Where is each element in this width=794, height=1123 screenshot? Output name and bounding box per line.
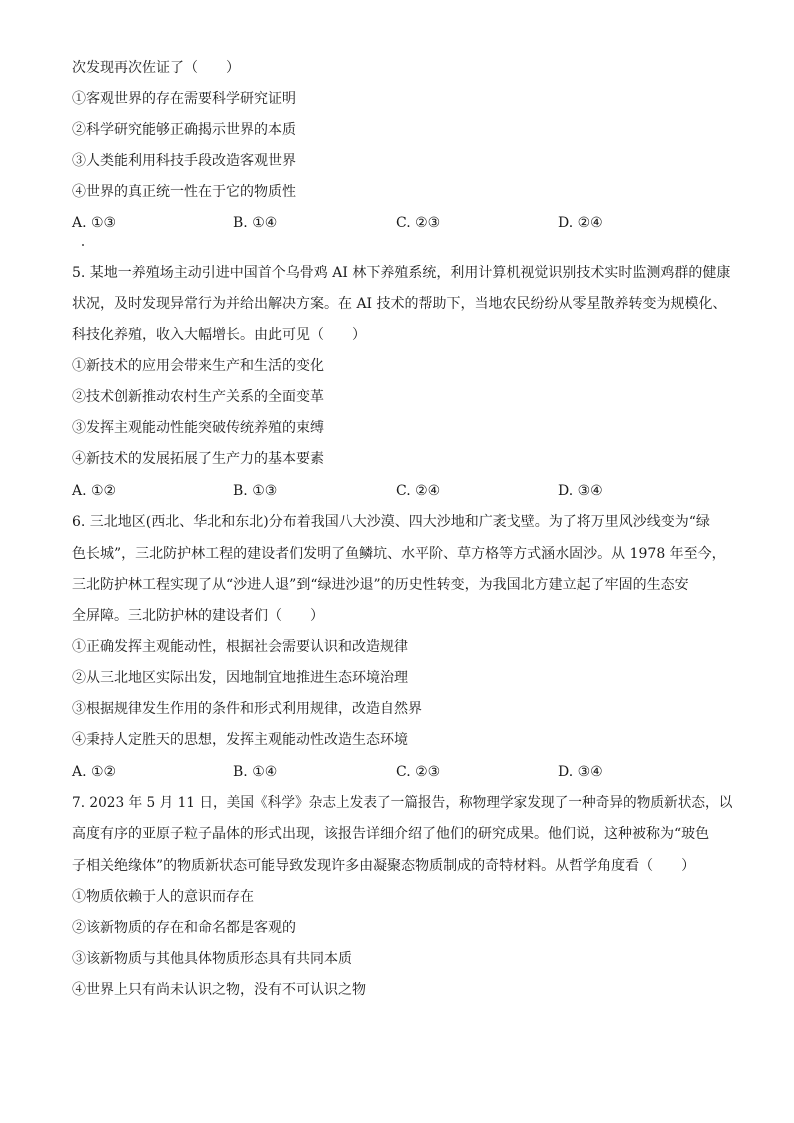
q4-option-c: C. ②③ [396, 215, 441, 231]
q5-statement-3: ③发挥主观能动性能突破传统养殖的束缚 [72, 420, 324, 436]
q4-statement-4: ④世界的真正统一性在于它的物质性 [72, 184, 296, 200]
q6-stem-line-1: 6. 三北地区(西北、华北和东北)分布着我国八大沙漠、四大沙地和广袤戈壁。为了将万里风沙线变为“绿 [72, 514, 710, 530]
q6-stem-line-2: 色长城”，三北防护林工程的建设者们发明了鱼鳞坑、水平阶、草方格等方式涵水固沙。从 1978 年至今， [72, 546, 726, 562]
q5-statement-4: ④新技术的发展拓展了生产力的基本要素 [72, 451, 324, 467]
q5-statement-2: ②技术创新推动农村生产关系的全面变革 [72, 389, 324, 405]
q7-statement-2: ②该新物质的存在和命名都是客观的 [72, 920, 296, 936]
q5-options [72, 481, 732, 501]
q5-stem-line-3: 科技化养殖，收入大幅增长。由此可见（ ） [72, 327, 366, 343]
q7-statement-1: ①物质依赖于人的意识而存在 [72, 889, 254, 905]
q6-statement-2: ②从三北地区实际出发，因地制宜地推进生态环境治理 [72, 670, 408, 686]
q4-option-a: A. ①③ [72, 215, 117, 231]
q5-option-a: A. ①② [72, 483, 117, 499]
q7-statement-4: ④世界上只有尚未认识之物，没有不可认识之物 [72, 982, 366, 998]
q4-statement-3: ③人类能利用科技手段改造客观世界 [72, 153, 296, 169]
q6-statement-4: ④秉持人定胜天的思想，发挥主观能动性改造生态环境 [72, 732, 408, 748]
q6-option-b: B. ①④ [233, 764, 278, 780]
q6-stem-line-3: 三北防护林工程实现了从“沙进人退”到“绿进沙退”的历史性转变，为我国北方建立起了牢固的生态安 [72, 577, 689, 593]
q7-stem-line-2: 高度有序的亚原子粒子晶体的形式出现，该报告详细介绍了他们的研究成果。他们说，这种被称为“玻色 [72, 826, 710, 842]
q4-stem-end: 次发现再次佐证了（ ） [72, 60, 240, 76]
q4-option-d: D. ②④ [558, 215, 603, 231]
q4-statement-1: ①客观世界的存在需要科学研究证明 [72, 91, 296, 107]
q7-stem-line-3: 子相关绝缘体”的物质新状态可能导致发现许多由凝聚态物质制成的奇特材料。从哲学角度看（ ） [72, 858, 696, 874]
q4-option-b: B. ①④ [233, 215, 278, 231]
stray-dot [82, 244, 84, 246]
q6-option-d: D. ③④ [558, 764, 603, 780]
q4-options [72, 213, 732, 233]
q5-stem-line-2: 状况，及时发现异常行为并给出解决方案。在 AI 技术的帮助下，当地农民纷纷从零星散养转变为规模化、 [72, 296, 727, 312]
q5-statement-1: ①新技术的应用会带来生产和生活的变化 [72, 358, 324, 374]
q6-option-c: C. ②③ [396, 764, 441, 780]
q7-stem-line-1: 7. 2023 年 5 月 11 日，美国《科学》杂志上发表了一篇报告，称物理学家发现了一种奇异的物质新状态，以 [72, 795, 733, 811]
q5-stem-line-1: 5. 某地一养殖场主动引进中国首个乌骨鸡 AI 林下养殖系统，利用计算机视觉识别技术实时监测鸡群的健康 [72, 265, 731, 281]
q5-option-b: B. ①③ [233, 483, 278, 499]
q6-statement-1: ①正确发挥主观能动性，根据社会需要认识和改造规律 [72, 639, 408, 655]
q5-option-c: C. ②④ [396, 483, 441, 499]
q6-statement-3: ③根据规律发生作用的条件和形式利用规律，改造自然界 [72, 701, 422, 717]
q4-statement-2: ②科学研究能够正确揭示世界的本质 [72, 122, 296, 138]
q6-options [72, 762, 732, 782]
q6-option-a: A. ①② [72, 764, 117, 780]
q7-statement-3: ③该新物质与其他具体物质形态具有共同本质 [72, 951, 352, 967]
q5-option-d: D. ③④ [558, 483, 603, 499]
q6-stem-line-4: 全屏障。三北防护林的建设者们（ ） [72, 608, 324, 624]
